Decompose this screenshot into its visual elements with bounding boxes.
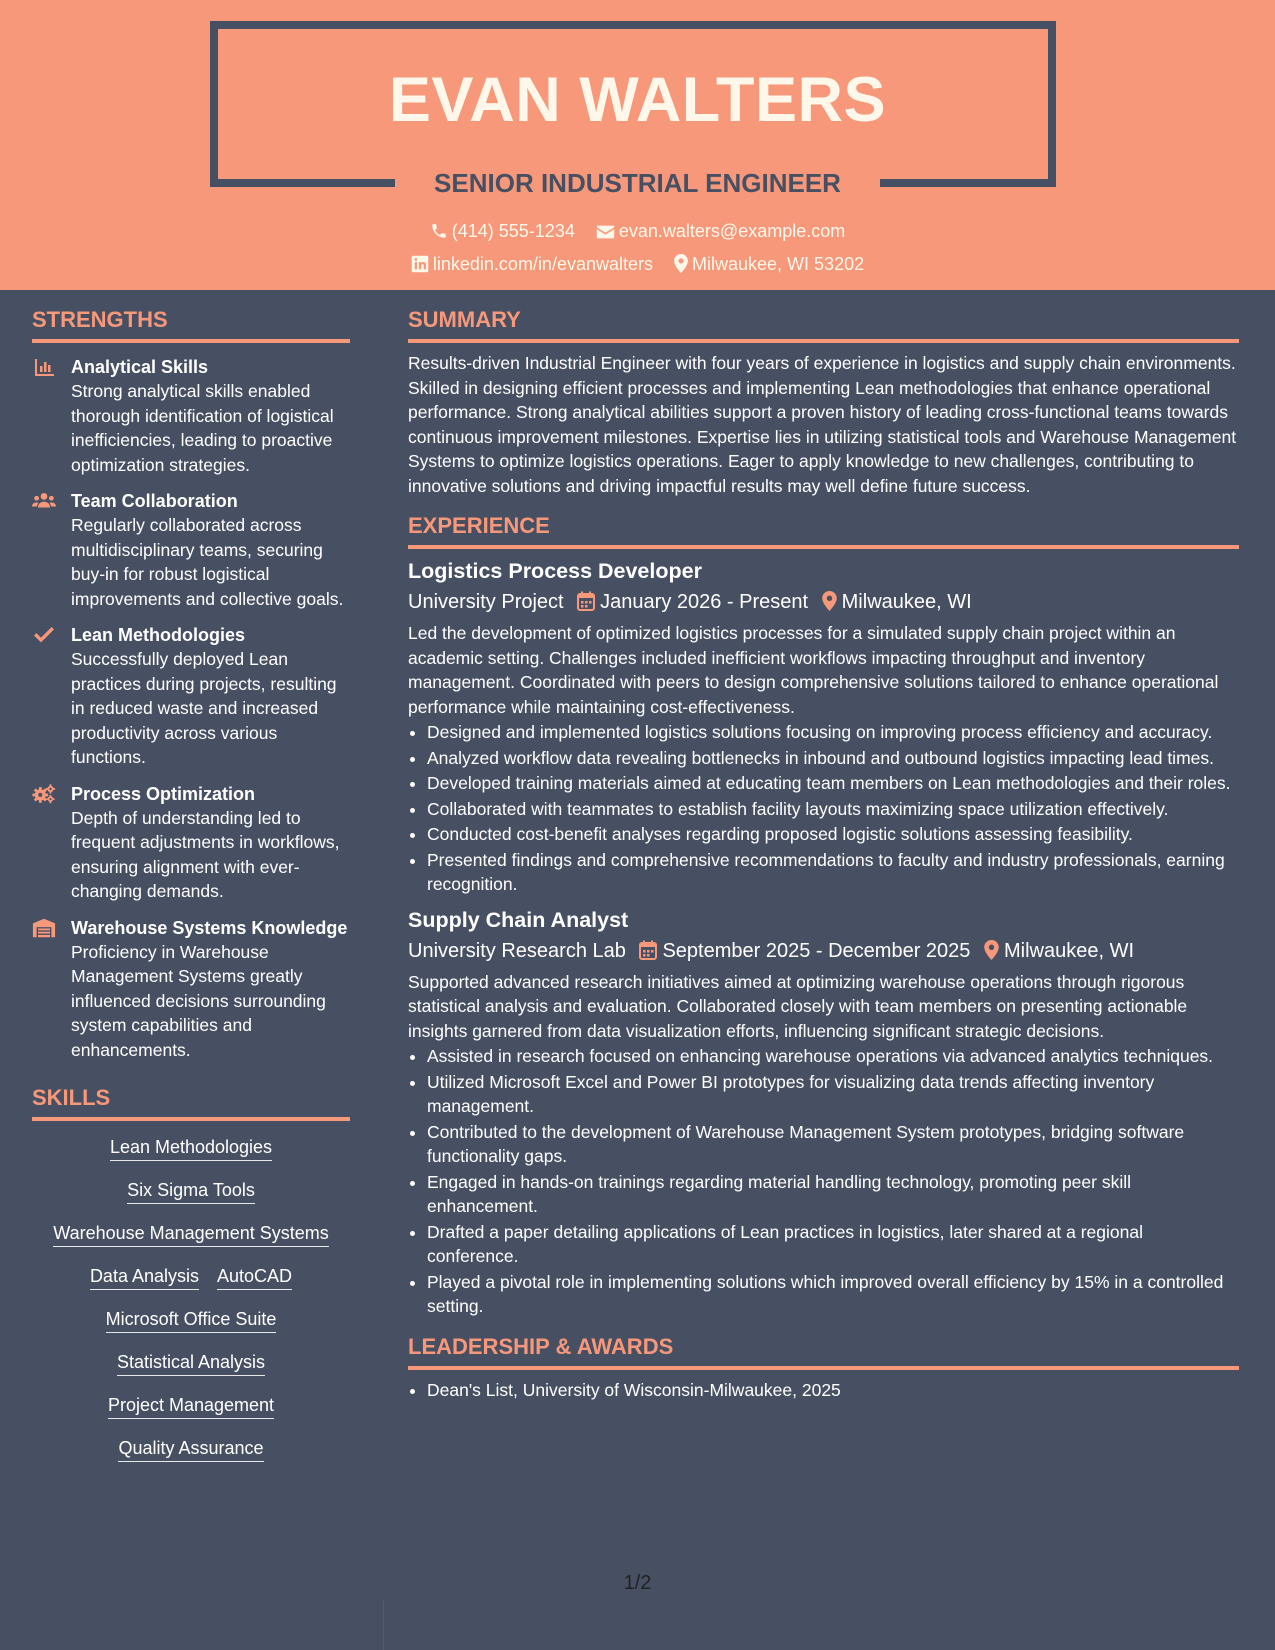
- job-location: [822, 588, 972, 616]
- candidate-name: EVAN WALTERS: [388, 65, 887, 135]
- contact-row-2: [0, 252, 1275, 276]
- job-description: Supported advanced research initiatives aimed at optimizing warehouse operations through rigorous statistical analysis and evaluation. Collaborated closely with team members on presenting actionable insights garnered from data visualization efforts, influencing significant strategic decisions.: [408, 971, 1188, 1041]
- skill-tag: Project Management: [108, 1393, 274, 1419]
- check-icon: [32, 624, 56, 646]
- job-bullets: [408, 720, 1239, 897]
- job-title-heading: SENIOR INDUSTRIAL ENGINEER: [434, 168, 841, 198]
- linkedin-icon: [411, 255, 429, 273]
- contact-row-1: [0, 219, 1275, 243]
- strength-desc: Proficiency in Warehouse Management Systems greatly influenced decisions surrounding system capabilities and enhancements.: [71, 941, 326, 1060]
- skill-tag: AutoCAD: [217, 1264, 292, 1290]
- job-meta: [408, 937, 1239, 965]
- leadership-list: [408, 1378, 1239, 1403]
- strength-name: Team Collaboration: [71, 491, 238, 511]
- job-location-text: Milwaukee, WI: [841, 591, 972, 613]
- skill-tag: Data Analysis: [90, 1264, 199, 1290]
- users-icon: [32, 490, 56, 512]
- page-number: 1/2: [623, 1572, 652, 1594]
- strength-item: [32, 782, 350, 904]
- job-org: University Research Lab: [408, 939, 626, 962]
- map-pin-icon: [984, 940, 999, 960]
- list-item: • Conducted cost-benefit analyses regarding proposed logistic solutions assessing feasibility.: [427, 822, 1239, 847]
- skill-tag: Microsoft Office Suite: [106, 1307, 277, 1333]
- job-title: Supply Chain Analyst: [408, 907, 629, 932]
- job-entry: [408, 557, 1239, 897]
- map-pin-icon: [674, 254, 688, 273]
- job-dates: [639, 937, 970, 965]
- resume-header: [0, 0, 1275, 290]
- job-dates-text: January 2026 - Present: [600, 591, 809, 613]
- left-column: [32, 306, 350, 1479]
- skill-tag: Statistical Analysis: [117, 1350, 265, 1376]
- strength-name: Warehouse Systems Knowledge: [71, 917, 348, 938]
- leadership-heading: LEADERSHIP & AWARDS: [408, 1333, 1239, 1370]
- list-item: • Collaborated with teammates to establish facility layouts maximizing space utilization effectively.: [427, 797, 1239, 822]
- calendar-icon: [639, 940, 657, 960]
- job-bullets: [408, 1044, 1239, 1319]
- envelope-icon: [596, 224, 615, 240]
- skill-tag: Warehouse Management Systems: [53, 1221, 328, 1247]
- list-item: • Played a pivotal role in implementing solutions which improved overall efficiency by 15% in a controlled setting.: [427, 1270, 1239, 1319]
- job-description: Led the development of optimized logistics processes for a simulated supply chain project within an academic setting. Challenges included inefficient workflows impacting throughput and inventory management. Coordinated with peers to design comprehensive solutions tailored to enhance operational performance while maintaining cost-effectiveness.: [408, 623, 1219, 717]
- column-divider: [383, 1600, 384, 1650]
- email-text: evan.walters@example.com: [618, 221, 846, 241]
- strengths-heading: STRENGTHS: [32, 306, 350, 343]
- job-location: [984, 937, 1134, 965]
- strength-name: Process Optimization: [71, 783, 256, 804]
- strength-item: [32, 355, 350, 477]
- job-entry: [408, 906, 1239, 1319]
- job-title: Logistics Process Developer: [408, 559, 702, 583]
- experience-heading: EXPERIENCE: [408, 512, 1239, 549]
- bar-chart-icon: [32, 356, 56, 378]
- phone-contact[interactable]: [430, 219, 575, 243]
- list-item: • Utilized Microsoft Excel and Power BI prototypes for visualizing data trends affecting inventory management.: [427, 1070, 1239, 1119]
- skills-list: [32, 1135, 350, 1462]
- strength-item: [32, 489, 350, 611]
- strength-item: [32, 623, 350, 770]
- list-item: • Assisted in research focused on enhancing warehouse operations via advanced analytics techniques.: [427, 1044, 1239, 1069]
- list-item: • Developed training materials aimed at educating team members on Lean methodologies and their roles.: [427, 771, 1239, 796]
- phone-icon: [430, 222, 448, 240]
- right-column: [408, 306, 1239, 1402]
- list-item: • Analyzed workflow data revealing bottlenecks in inbound and outbound logistics impacting lead times.: [427, 746, 1239, 771]
- skill-tag: Six Sigma Tools: [127, 1178, 255, 1204]
- strength-name: Lean Methodologies: [71, 625, 246, 645]
- summary-text: Results-driven Industrial Engineer with four years of experience in logistics and supply chain environments. Skilled in designing efficient processes and implementing Lean methodologies that enhance operational performance. Strong analytical abilities support a proven history of leading cross-functional teams towards continuous improvement milestones. Expertise lies in utilizing statistical tools and Warehouse Management Systems to optimize logistics operations. Eager to apply knowledge to new challenges, contributing to innovative solutions and driving impactful results may well define future success.: [408, 353, 1237, 496]
- job-dates-text: September 2025 - December 2025: [662, 939, 971, 962]
- email-contact[interactable]: [596, 219, 845, 243]
- skills-heading: SKILLS: [32, 1084, 350, 1121]
- phone-text: (414) 555-1234: [451, 221, 575, 241]
- location-text: Milwaukee, WI 53202: [692, 254, 865, 274]
- strength-item: [32, 916, 350, 1063]
- linkedin-contact[interactable]: [411, 252, 653, 276]
- skill-tag: Lean Methodologies: [110, 1135, 272, 1161]
- strength-desc: Depth of understanding led to frequent adjustments in workflows, ensuring alignment with ever-changing demands.: [71, 807, 340, 901]
- strength-name: Analytical Skills: [71, 357, 209, 377]
- linkedin-text: linkedin.com/in/evanwalters: [432, 254, 653, 274]
- location-contact: [674, 252, 864, 276]
- strength-desc: Regularly collaborated across multidisciplinary teams, securing buy-in for robust logistical improvements and collective goals.: [71, 515, 344, 609]
- job-location-text: Milwaukee, WI: [1003, 939, 1134, 962]
- job-meta: [408, 588, 1239, 616]
- list-item: • Presented findings and comprehensive recommendations to faculty and industry professionals, earning recognition.: [427, 848, 1239, 897]
- job-org: University Project: [408, 591, 564, 613]
- list-item: • Contributed to the development of Warehouse Management System prototypes, bridging software functionality gaps.: [427, 1120, 1239, 1169]
- calendar-icon: [577, 591, 595, 611]
- warehouse-icon: [32, 917, 56, 939]
- summary-heading: SUMMARY: [408, 306, 1239, 343]
- list-item: • Engaged in hands-on trainings regarding material handling technology, promoting peer skill enhancement.: [427, 1170, 1239, 1219]
- strength-desc: Successfully deployed Lean practices during projects, resulting in reduced waste and increased productivity across various functions.: [71, 649, 337, 767]
- list-item: • Drafted a paper detailing applications of Lean practices in logistics, later shared at a regional conference.: [427, 1220, 1239, 1269]
- strength-desc: Strong analytical skills enabled thorough identification of logistical inefficiencies, leading to proactive optimization strategies.: [71, 381, 334, 475]
- skill-tag: Quality Assurance: [118, 1436, 263, 1462]
- list-item: • Dean's List, University of Wisconsin-Milwaukee, 2025: [427, 1378, 1239, 1403]
- cogs-icon: [32, 783, 56, 805]
- list-item: • Designed and implemented logistics solutions focusing on improving process efficiency and accuracy.: [427, 720, 1239, 745]
- map-pin-icon: [822, 591, 837, 611]
- job-dates: [577, 588, 808, 616]
